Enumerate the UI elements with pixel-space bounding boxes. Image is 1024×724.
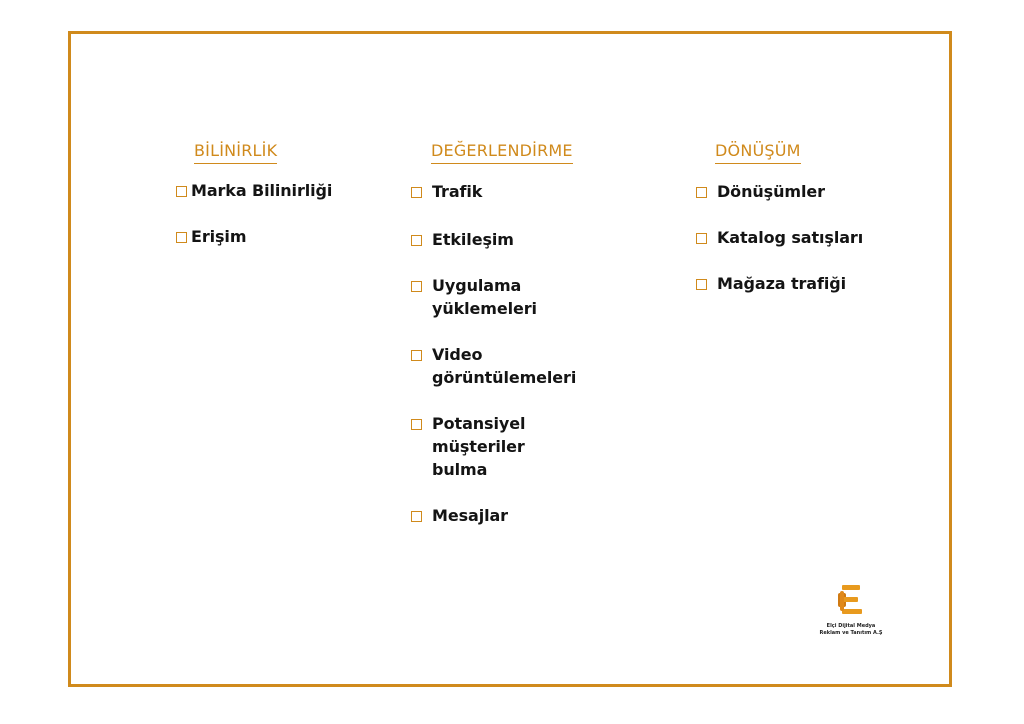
objective-item[interactable] — [411, 180, 571, 203]
objective-item[interactable] — [411, 343, 577, 389]
objective-list — [176, 179, 332, 248]
objective-item[interactable] — [411, 228, 571, 251]
checkbox-icon[interactable] — [411, 187, 422, 198]
objective-label: Mesajlar — [432, 506, 508, 525]
company-logo — [806, 585, 896, 637]
column-degerlendirme — [411, 141, 577, 550]
objective-list — [696, 180, 863, 295]
checkbox-icon[interactable] — [411, 350, 422, 361]
checkbox-icon[interactable] — [176, 232, 187, 243]
checkbox-icon[interactable] — [411, 281, 422, 292]
objective-item[interactable] — [696, 180, 863, 203]
checkbox-icon[interactable] — [411, 235, 422, 246]
objective-item[interactable] — [696, 226, 863, 249]
column-donusum — [696, 141, 863, 318]
column-heading: BİLİNİRLİK — [194, 141, 277, 164]
checkbox-icon[interactable] — [176, 186, 187, 197]
column-bilinirlik — [176, 141, 332, 271]
objective-label: Uygulama yüklemeleri — [432, 276, 537, 318]
checkbox-icon[interactable] — [696, 279, 707, 290]
objective-label: Trafik — [432, 182, 483, 201]
objective-label: Potansiyel müşteriler bulma — [432, 414, 526, 479]
objective-item[interactable] — [176, 225, 332, 248]
objective-label: Video görüntülemeleri — [432, 345, 577, 387]
objective-item[interactable] — [411, 412, 571, 481]
checkbox-icon[interactable] — [411, 419, 422, 430]
objective-label: Dönüşümler — [717, 182, 825, 201]
checkbox-icon[interactable] — [411, 511, 422, 522]
checkbox-icon[interactable] — [696, 187, 707, 198]
objective-item[interactable] — [411, 274, 571, 320]
objective-label: Mağaza trafiği — [717, 274, 846, 293]
objective-item[interactable] — [176, 179, 332, 202]
letter-e-logo-icon — [838, 585, 864, 615]
logo-company-type: Reklam ve Tanıtım A.Ş — [819, 630, 883, 636]
logo-company-name: Elçi Dijital Medya — [826, 623, 876, 629]
objective-list — [411, 180, 577, 527]
column-heading: DEĞERLENDİRME — [431, 141, 573, 164]
objective-label: Erişim — [191, 227, 247, 246]
checkbox-icon[interactable] — [696, 233, 707, 244]
slide-frame — [68, 31, 952, 687]
objective-label: Katalog satışları — [717, 228, 864, 247]
objective-label: Etkileşim — [432, 230, 514, 249]
objective-item[interactable] — [696, 272, 863, 295]
objective-item[interactable] — [411, 504, 571, 527]
objective-label: Marka Bilinirliği — [191, 181, 333, 200]
column-heading: DÖNÜŞÜM — [715, 141, 801, 164]
